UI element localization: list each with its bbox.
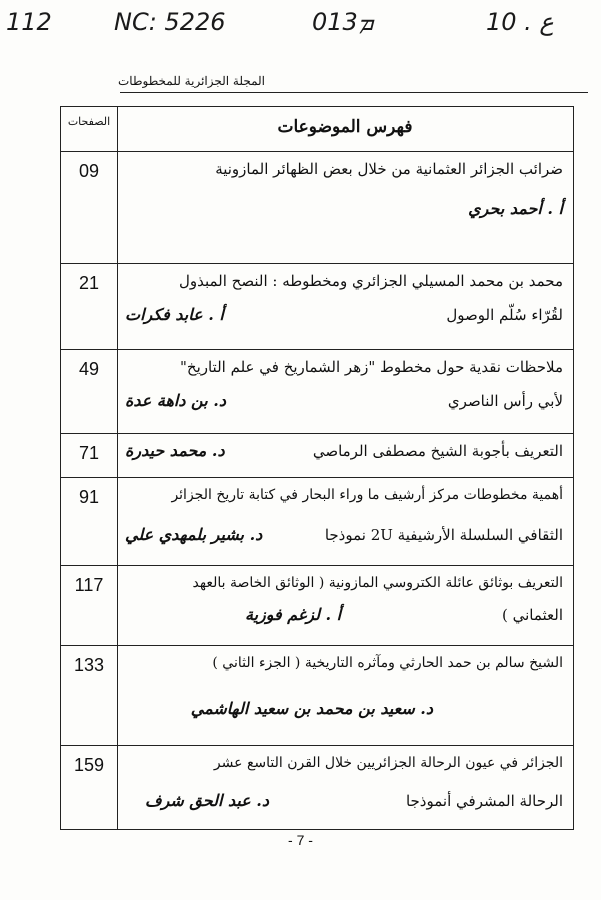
entry-content (125, 483, 563, 547)
header-pages: الصفحات (67, 115, 111, 128)
entry-subtitle: الرحالة المشرفي أنموذجا (405, 792, 563, 810)
entry-content (125, 157, 563, 218)
entry-subtitle: لأبي رأس الناصري (447, 392, 563, 410)
page-number-footer: - 7 - (288, 832, 313, 848)
entry-author: د. عبد الحق شرف (145, 791, 269, 810)
toc-row (61, 151, 573, 264)
toc-row (61, 477, 573, 566)
entry-title: التعريف بأجوبة الشيخ مصطفى الرماصي (312, 442, 563, 460)
page-number: 91 (78, 487, 100, 507)
page-number: 09 (78, 161, 100, 181)
entry-author: د. بشير بلمهدي علي (125, 525, 263, 544)
entry-author: أ . أحمد بحري (468, 199, 563, 218)
entry-author: د. محمد حيدرة (125, 441, 225, 460)
entry-subtitle: الثقافي السلسلة الأرشيفية 2U نموذجا (324, 526, 563, 544)
entry-title: ضرائب الجزائر العثمانية من خلال بعض الظهائر المازونية (215, 160, 563, 178)
entry-content (125, 355, 563, 413)
page-number: 71 (78, 443, 100, 463)
toc-row (61, 349, 573, 434)
journal-title: المجلة الجزائرية للمخطوطات (118, 74, 265, 88)
page-number: 117 (74, 575, 104, 595)
toc-row (61, 263, 573, 350)
page-number: 159 (73, 755, 105, 775)
toc-row (61, 565, 573, 646)
header-rule (120, 92, 588, 93)
toc-table (60, 106, 574, 830)
entry-content (125, 269, 563, 327)
header-title: فهرس الموضوعات (277, 117, 413, 137)
entry-title: الشيخ سالم بن حمد الحارثي ومآثره التاريخية ( الجزء الثاني ) (212, 655, 563, 671)
entry-title: محمد بن محمد المسيلي الجزائري ومخطوطه : النصح المبذول (178, 272, 563, 290)
toc-header (61, 107, 573, 152)
entry-content (125, 571, 563, 627)
page-number: 133 (73, 655, 105, 675)
entry-content (125, 439, 563, 463)
entry-subtitle: العثماني ) (501, 606, 563, 624)
handwritten-code-right: ع . 10 (486, 8, 554, 36)
page-number: 49 (78, 359, 100, 379)
handwritten-nc-code: NC: 5226 (114, 8, 226, 36)
toc-row (61, 645, 573, 746)
entry-content (125, 751, 563, 813)
entry-author: د. سعيد بن محمد بن سعيد الهاشمي (190, 699, 433, 718)
page-number: 21 (78, 273, 100, 293)
entry-author: أ . لزغم فوزية (245, 605, 342, 624)
entry-title: أهمية مخطوطات مركز أرشيف ما وراء البحار في كتابة تاريخ الجزائر (171, 487, 563, 503)
entry-title: التعريف بوثائق عائلة الكتروسي المازونية ( الوثائق الخاصة بالعهد (192, 575, 563, 591)
entry-subtitle: لقُرّاء سُلّم الوصول (446, 306, 563, 324)
toc-row (61, 433, 573, 478)
entry-author: د. بن داهة عدة (125, 391, 226, 410)
entry-title: ملاحظات نقدية حول مخطوط "زهر الشماريخ في علم التاريخ" (179, 358, 563, 376)
entry-title: الجزائر في عيون الرحالة الجزائريين خلال القرن التاسع عشر (213, 755, 563, 771)
entry-author: أ . عابد فكرات (125, 305, 224, 324)
handwritten-code-middle: ܡ013 (312, 8, 374, 36)
toc-row (61, 745, 573, 831)
entry-content (125, 651, 563, 718)
handwritten-code-left: 112 (6, 8, 52, 36)
